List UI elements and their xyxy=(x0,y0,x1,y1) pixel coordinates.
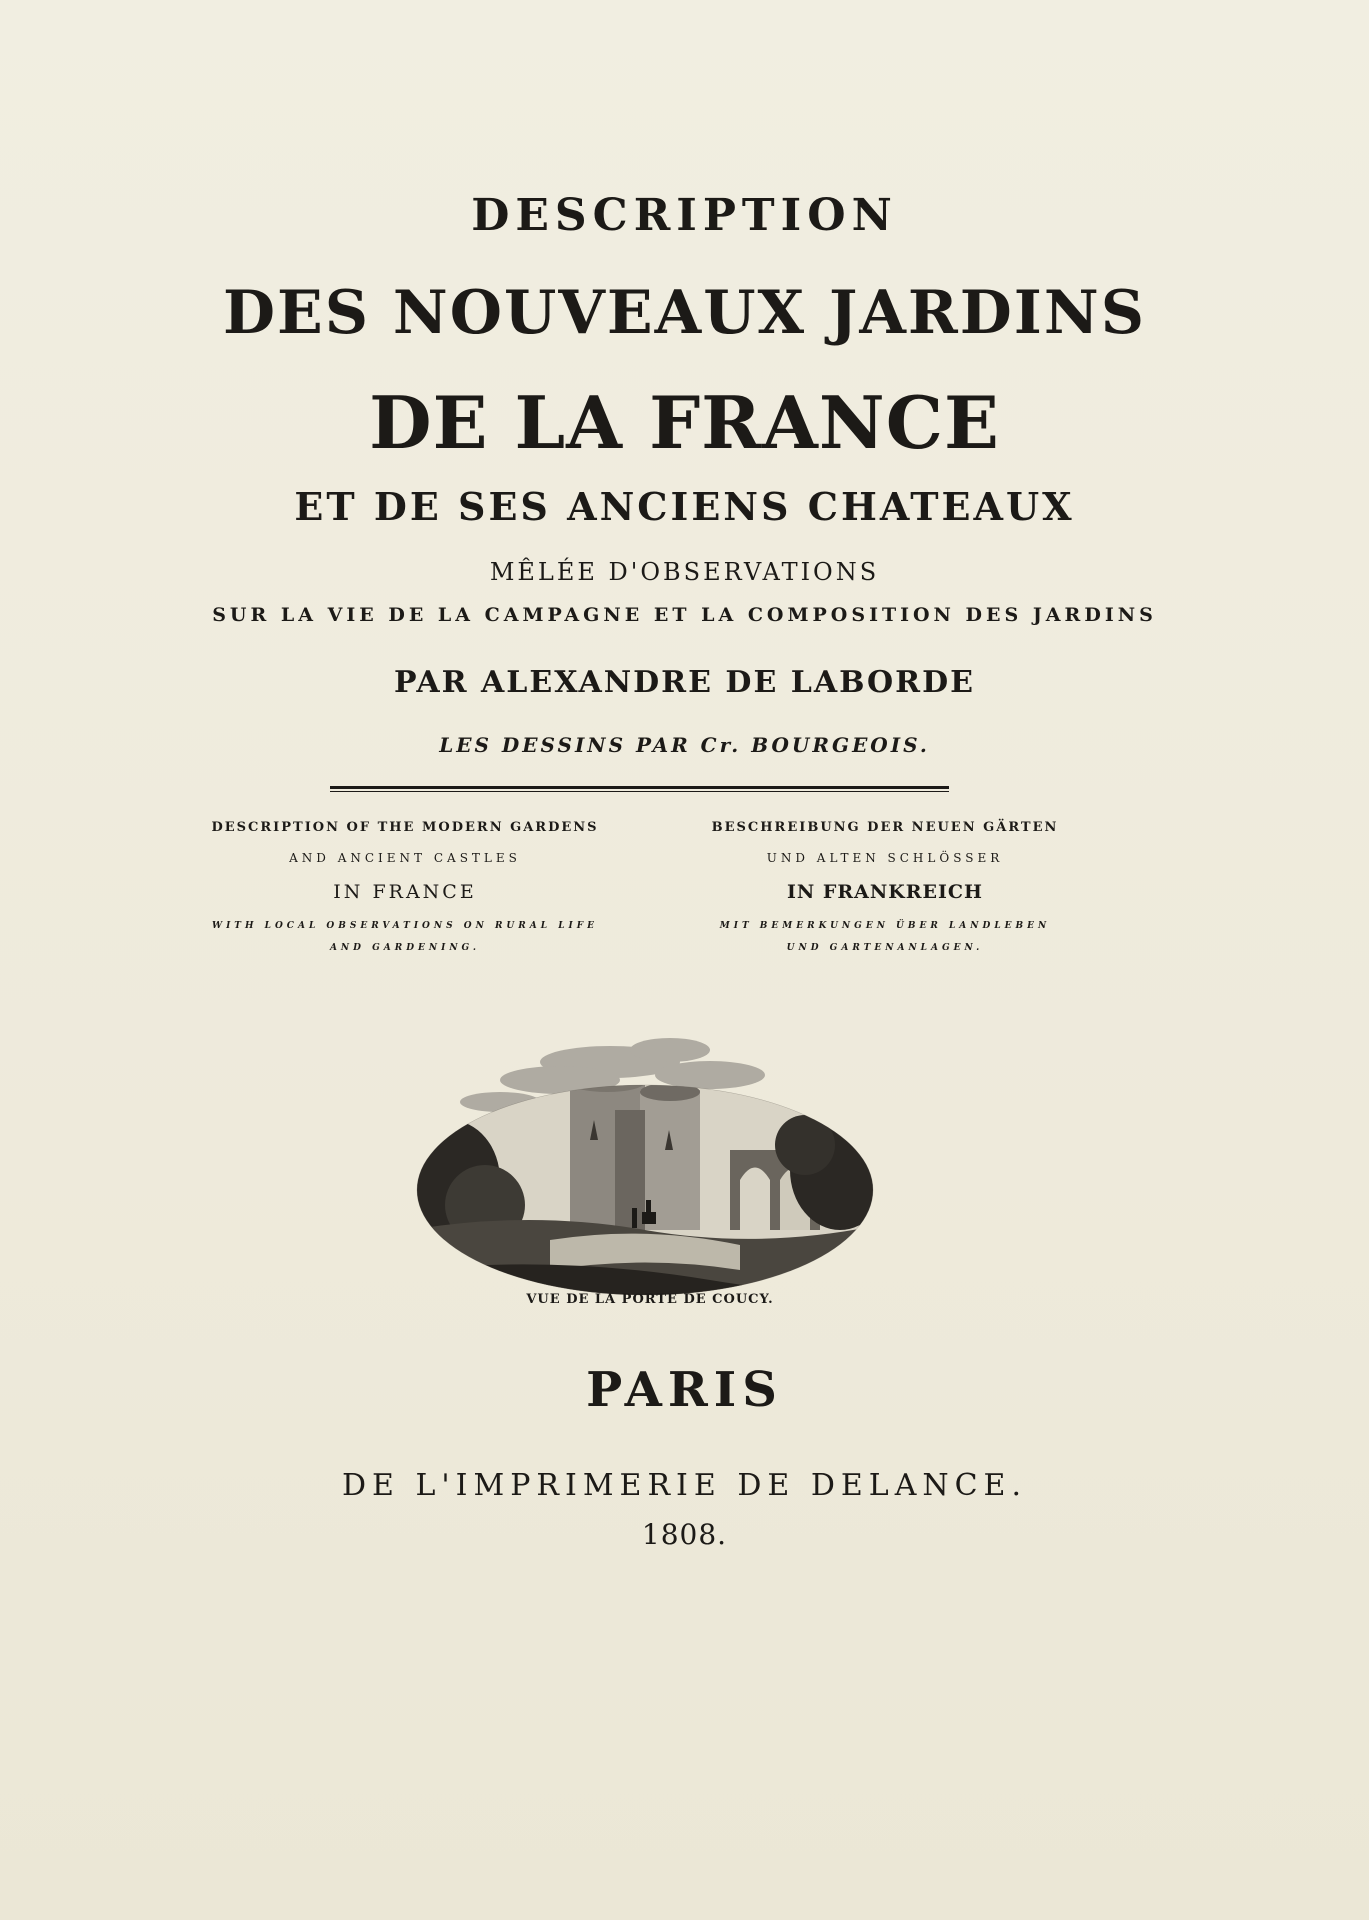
english-title-line: AND GARDENING. xyxy=(329,943,481,953)
english-title-line: WITH LOCAL OBSERVATIONS ON RURAL LIFE xyxy=(211,921,598,931)
imprint-printer: DE L'IMPRIMERIE DE DELANCE. xyxy=(341,1468,1027,1503)
subtitle-observations: MÊLÉE D'OBSERVATIONS xyxy=(489,558,880,586)
title-line-description: DESCRIPTION xyxy=(471,190,898,241)
illustrator-line: LES DESSINS PAR Cr. BOURGEOIS. xyxy=(439,733,930,757)
title-line-anciens-chateaux: ET DE SES ANCIENS CHATEAUX xyxy=(294,484,1075,529)
subtitle-campagne: SUR LA VIE DE LA CAMPAGNE ET LA COMPOSITION DES JARDINS xyxy=(212,604,1157,626)
title-line-nouveaux-jardins: DES NOUVEAUX JARDINS xyxy=(222,278,1147,348)
german-title-line: UND ALTEN SCHLÖSSER xyxy=(766,851,1004,865)
english-title-block xyxy=(190,820,620,953)
german-title-line: UND GARTENANLAGEN. xyxy=(786,943,984,953)
title-line-de-la-france: DE LA FRANCE xyxy=(369,380,1000,465)
vignette-caption: VUE DE LA PORTE DE COUCY. xyxy=(526,1292,774,1307)
german-title-line: BESCHREIBUNG DER NEUEN GÄRTEN xyxy=(711,820,1059,835)
author-line: PAR ALEXANDRE DE LABORDE xyxy=(394,665,975,700)
english-title-line: DESCRIPTION OF THE MODERN GARDENS xyxy=(211,820,599,835)
german-title-line: IN FRANKREICH xyxy=(786,881,983,903)
german-title-block xyxy=(670,820,1100,953)
castle-ruin-vignette xyxy=(410,1030,880,1300)
double-rule-divider xyxy=(330,786,949,792)
imprint-city: PARIS xyxy=(586,1362,783,1418)
imprint-year: 1808. xyxy=(641,1518,728,1551)
english-title-line: AND ANCIENT CASTLES xyxy=(289,851,521,865)
english-title-line: IN FRANCE xyxy=(333,881,477,903)
german-title-line: MIT BEMERKUNGEN ÜBER LANDLEBEN xyxy=(719,921,1051,931)
